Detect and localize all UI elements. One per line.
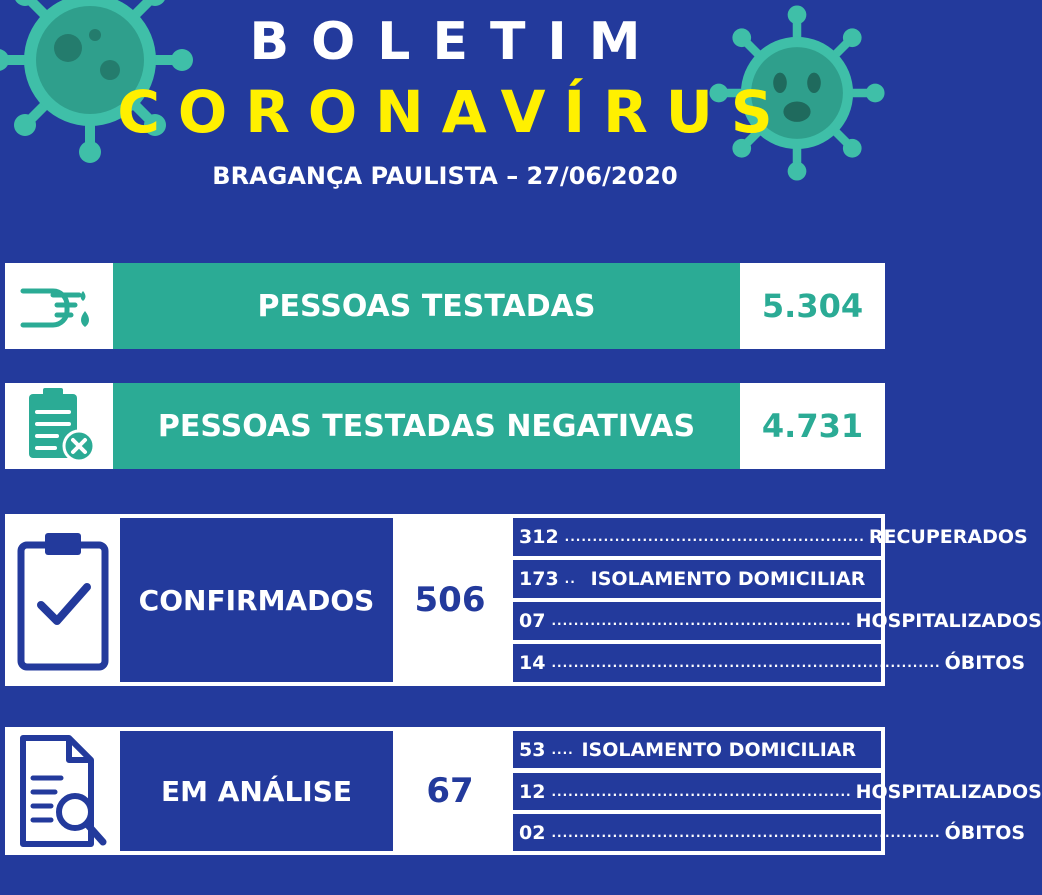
subtitle-location-date: BRAGANÇA PAULISTA – 27/06/2020 (212, 162, 678, 190)
confirmed-breakdown (509, 514, 1042, 686)
tested-label: PESSOAS TESTADAS (113, 263, 740, 349)
negative-value: 4.731 (761, 407, 864, 445)
negative-band (5, 383, 885, 469)
title-boletim: BOLETIM (249, 12, 663, 72)
clipboard-x-icon (5, 383, 113, 469)
confirmed-value: 506 (414, 580, 486, 620)
list-item: 53 .... ISOLAMENTO DOMICILIAR (513, 731, 881, 768)
list-item: 12 ...................................................... HOSPITALIZADOS (513, 773, 881, 810)
title-coronavirus: CORONAVÍRUS (117, 78, 791, 146)
hand-drop-icon (5, 263, 113, 349)
list-item: 173 .. ISOLAMENTO DOMICILIAR (513, 560, 881, 598)
list-item: 02 ...................................................................... ÓBITOS (513, 814, 881, 851)
analysis-value: 67 (426, 771, 474, 811)
clipboard-check-icon (5, 514, 120, 686)
list-item: 07 ...................................................... HOSPITALIZADOS (513, 602, 881, 640)
list-item: 312 ...................................................... RECUPERADOS (513, 518, 881, 556)
confirmed-label: CONFIRMADOS (120, 518, 393, 682)
negative-label: PESSOAS TESTADAS NEGATIVAS (113, 383, 740, 469)
list-item: 14 ...................................................................... ÓBITOS (513, 644, 881, 682)
confirmed-panel (5, 514, 1042, 686)
document-search-icon (5, 727, 120, 855)
analysis-label: EM ANÁLISE (120, 731, 393, 851)
analysis-breakdown (509, 727, 1042, 855)
tested-band (5, 263, 885, 349)
tested-value: 5.304 (761, 287, 864, 325)
analysis-panel (5, 727, 1042, 855)
